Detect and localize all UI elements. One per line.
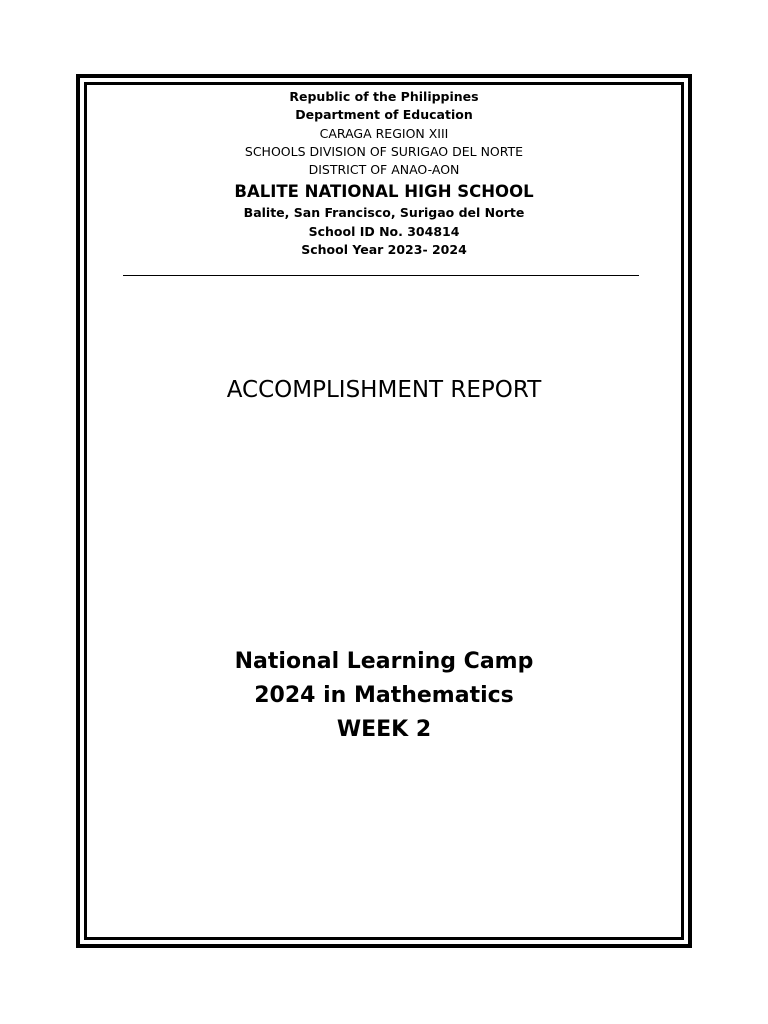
district-line: DISTRICT OF ANAO-AON <box>308 162 460 178</box>
header-divider <box>123 275 639 276</box>
region-line: CARAGA REGION XIII <box>319 125 449 141</box>
subject-line-3: WEEK 2 <box>336 717 432 742</box>
school-name: BALITE NATIONAL HIGH SCHOOL <box>234 182 534 202</box>
report-subject <box>84 645 684 747</box>
school-id: School ID No. 304814 <box>308 223 460 239</box>
subject-line-1: National Learning Camp <box>234 649 534 674</box>
report-title: ACCOMPLISHMENT REPORT <box>226 377 542 403</box>
school-year: School Year 2023- 2024 <box>301 242 467 258</box>
division-line: SCHOOLS DIVISION OF SURIGAO DEL NORTE <box>244 143 524 159</box>
department-line: Department of Education <box>295 107 473 123</box>
republic-line: Republic of the Philippines <box>289 89 479 104</box>
school-address: Balite, San Francisco, Surigao del Norte <box>243 205 525 221</box>
letterhead <box>84 88 684 259</box>
subject-line-2: 2024 in Mathematics <box>254 683 514 708</box>
